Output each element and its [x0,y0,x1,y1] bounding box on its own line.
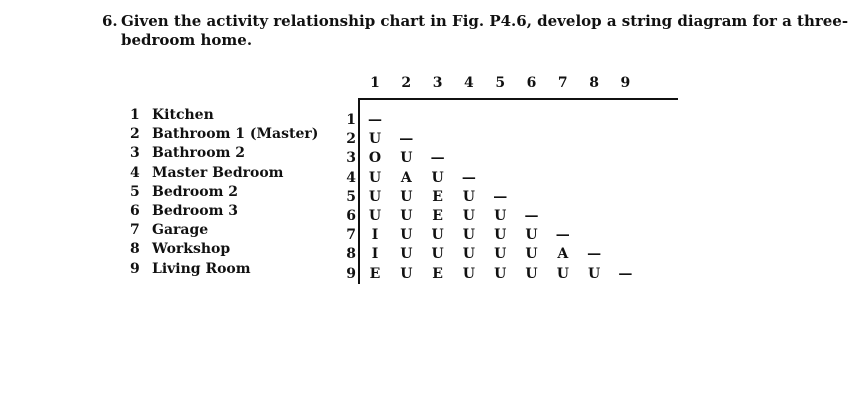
diagonal-dash: — [555,227,570,244]
row-number: 6 [346,208,356,224]
problem-number: 6. [102,12,118,30]
relationship-code: U [462,227,475,244]
relationship-code: U [400,188,413,205]
room-name: Living Room [152,260,251,277]
relationship-code: U [400,246,413,263]
room-number: 9 [130,260,140,277]
column-number: 2 [401,75,412,91]
diagonal-dash: — [399,131,414,148]
chart-left-rule [358,98,360,284]
room-name: Workshop [152,241,231,258]
row-number: 4 [346,169,356,186]
relationship-code: U [368,131,382,148]
diagonal-dash: — [461,169,476,186]
relationship-code: U [556,265,569,282]
relationship-code: U [462,208,475,224]
problem-text-line-2: bedroom home. [121,31,253,49]
relationship-code: O [368,150,382,167]
row-number: 5 [346,188,356,205]
relationship-code: I [371,246,379,263]
relationship-code: U [494,227,507,244]
room-number: 6 [130,202,140,219]
room-name: Master Bedroom [152,164,284,181]
column-number: 4 [464,75,474,91]
room-number: 7 [130,222,140,239]
relationship-code: A [400,169,412,186]
row-number: 3 [346,150,356,167]
problem-text-line-1: Given the activity relationship chart in Fig. P4.6, develop a string diagram for a three- [121,12,848,30]
room-name: Kitchen [152,107,214,123]
room-number: 2 [130,126,140,143]
column-number: 9 [620,75,631,91]
relationship-code: U [462,188,475,205]
column-number: 1 [370,75,380,91]
activity-relationship-chart [338,70,678,290]
relationship-code: U [525,246,538,263]
column-number: 7 [557,75,568,91]
relationship-code: U [431,169,444,186]
column-number: 3 [432,75,443,91]
room-name: Garage [152,222,209,239]
relationship-code: U [400,150,413,167]
diagonal-dash: — [587,246,602,263]
room-number: 8 [130,241,140,258]
relationship-code: E [432,208,443,224]
relationship-code: U [431,246,444,263]
room-number: 1 [130,107,140,123]
room-name: Bathroom 1 (Master) [152,126,319,143]
relationship-code: E [432,265,443,282]
relationship-code: E [432,188,443,205]
diagonal-dash: — [368,112,382,128]
relationship-code: U [587,265,601,282]
relationship-code: U [494,246,507,263]
relationship-code: U [368,169,382,186]
relationship-code: U [494,265,507,282]
room-number: 5 [130,183,140,200]
chart-top-rule [358,98,678,100]
room-name: Bathroom 2 [152,145,246,162]
relationship-code: A [557,246,569,263]
row-number: 8 [346,246,356,263]
column-number: 6 [526,75,537,91]
room-name: Bedroom 2 [152,183,239,200]
room-name: Bedroom 3 [152,202,239,219]
relationship-code: E [369,265,381,282]
relationship-code: U [368,208,382,224]
column-number: 8 [589,75,599,91]
relationship-code: U [525,265,538,282]
relationship-code: U [525,227,538,244]
room-number: 4 [130,164,140,181]
relationship-code: U [400,265,413,282]
relationship-code: I [371,227,379,244]
relationship-code: U [462,246,475,263]
relationship-code: U [431,227,444,244]
diagonal-dash: — [430,150,445,167]
diagonal-dash: — [524,208,539,224]
relationship-code: U [400,227,413,244]
relationship-code: U [494,208,507,224]
room-number: 3 [130,145,140,162]
row-number: 9 [346,265,356,282]
relationship-code: U [400,208,413,224]
row-number: 1 [346,112,356,128]
column-number: 5 [495,75,506,91]
row-number: 7 [346,227,356,244]
diagonal-dash: — [493,188,508,205]
relationship-code: U [368,188,382,205]
relationship-code: U [462,265,475,282]
row-number: 2 [346,131,356,148]
diagonal-dash: — [618,265,633,282]
